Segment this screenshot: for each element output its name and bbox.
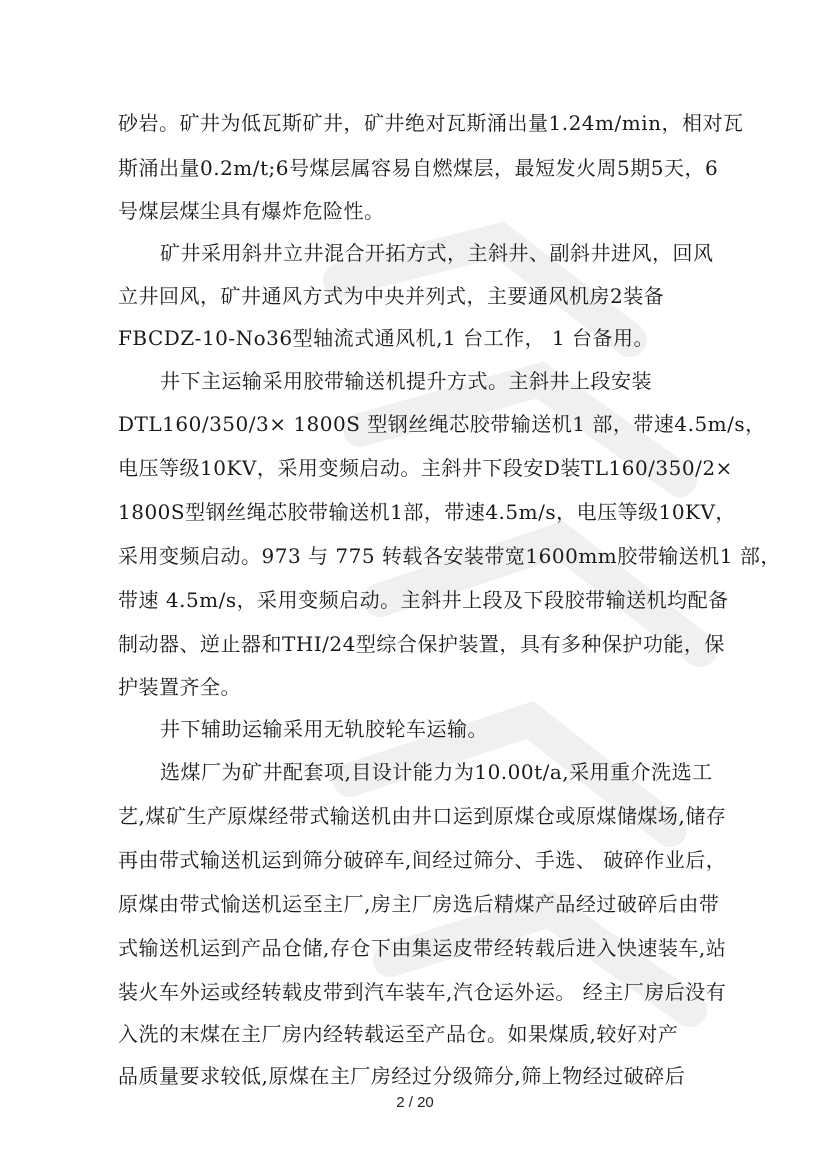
- text-line: 电压等级10KV，采用变频启动。主斜井下段安D装TL160/350/2×: [118, 456, 733, 480]
- text-line: FBCDZ-10-No36型轴流式通风机,1 台工作， 1 台备用。: [118, 326, 655, 350]
- text-line: 斯涌出量0.2m/t;6号煤层属容易自燃煤层，最短发火周5期5天，6: [118, 156, 719, 180]
- text-line: 矿井采用斜井立井混合开拓方式，主斜井、副斜井进风，回风: [160, 241, 714, 265]
- page-number: 2 / 20: [396, 1094, 434, 1111]
- text-line: 井下主运输采用胶带输送机提升方式。主斜井上段安装: [160, 369, 652, 393]
- text-line: 入洗的末煤在主厂房内经转载运至产品仓。如果煤质,较好对产: [118, 1022, 679, 1046]
- text-line: 立井回风，矿井通风方式为中央并列式，主要通风机房2装备: [118, 284, 665, 308]
- text-line: 选煤厂为矿井配套项,目设计能力为10.00t/a,采用重介洗选工: [160, 760, 713, 784]
- text-line: 艺,煤矿生产原煤经带式输送机由井口运到原煤仓或原煤储煤场,储存: [118, 804, 727, 828]
- text-line: 井下辅助运输采用无轨胶轮车运输。: [160, 717, 488, 741]
- text-line: 装火车外运或经转载皮带到汽车装车,汽仓运外运。 经主厂房后没有: [118, 980, 727, 1004]
- text-line: 护装置齐全。: [118, 675, 241, 699]
- text-line: 带速 4.5m/s，采用变频启动。主斜井上段及下段胶带输送机均配备: [118, 588, 729, 612]
- text-line: 品质量要求较低,原煤在主厂房经过分级筛分,筛上物经过破碎后: [118, 1064, 686, 1088]
- text-line: DTL160/350/3× 1800S 型钢丝绳芯胶带输送机1 部，带速4.5m/s，: [118, 412, 766, 436]
- text-line: 砂岩。矿井为低瓦斯矿井，矿井绝对瓦斯涌出量1.24m/min，相对瓦: [118, 111, 744, 135]
- text-line: 1800S型钢丝绳芯胶带输送机1部，带速4.5m/s，电压等级10KV，: [118, 500, 736, 524]
- text-line: 原煤由带式愉送机运至主厂,房主厂房选后精煤产品经过破碎后由带: [118, 892, 720, 916]
- text-line: 制动器、逆止器和THI/24型综合保护装置，具有多种保护功能，保: [118, 632, 725, 656]
- text-line: 采用变频启动。973 与 775 转载各安装带宽1600mm胶带输送机1 部，: [118, 544, 781, 568]
- text-line: 再由带式输送机运到筛分破碎车,间经过筛分、手选、 破碎作业后，: [118, 848, 727, 872]
- text-line: 式输送机运到产品仓储,存仓下由集运皮带经转载后进入快速装车,站: [118, 936, 727, 960]
- text-line: 号煤层煤尘具有爆炸危险性。: [118, 199, 385, 223]
